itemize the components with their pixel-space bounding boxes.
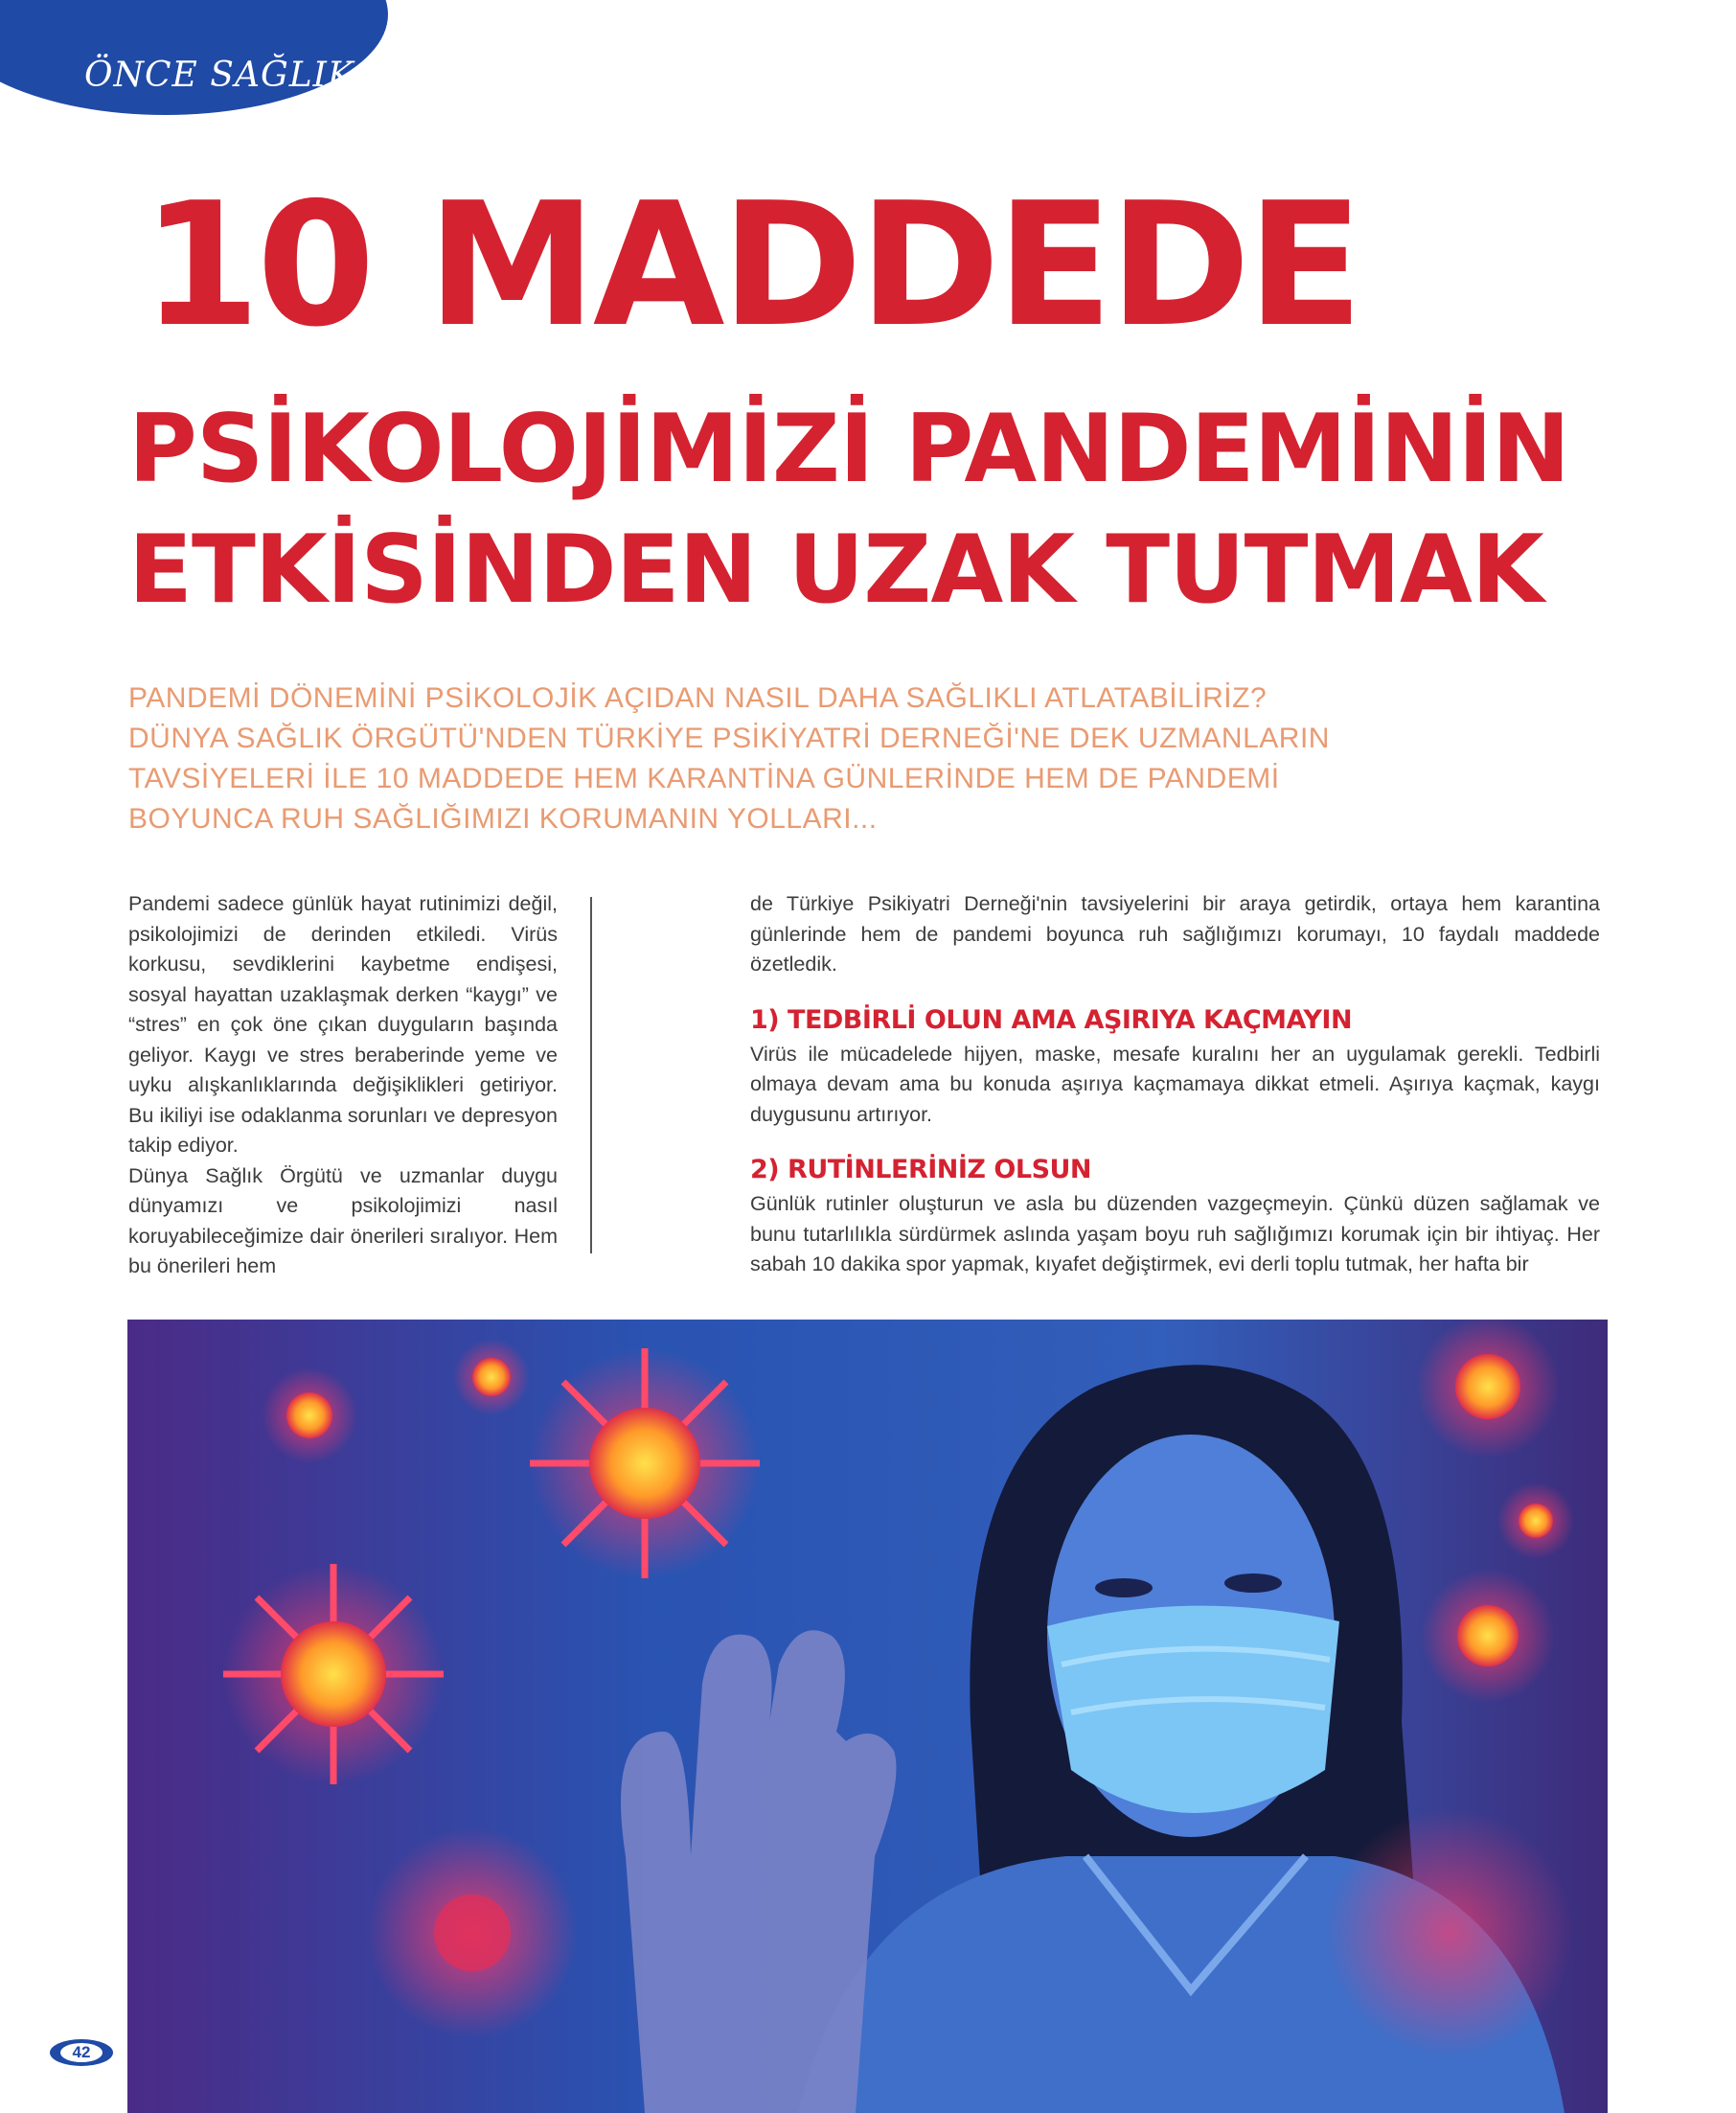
body-paragraph-3: de Türkiye Psikiyatri Derneği'nin tavsiyelerini bir araya getirdik, ortaya hem karantina günlerinde hem de pandemi boyunca ruh sağlığımızı korumayı, 10 faydalı maddede özetledik. (750, 892, 1600, 976)
virus-large (530, 1348, 760, 1578)
body-column-left (128, 889, 558, 1282)
page-title: 10 MADDEDE (142, 166, 1360, 364)
item-1-text: Virüs ile mücadelede hijyen, maske, mesafe kuralını her an uygulamak gerekli. Tedbirli olmaya devam ama bu konuda aşırıya kaçmamaya dikkat etmeli. Aşırıya kaçmak, kaygı duygusunu artırıyor. (750, 1042, 1600, 1126)
article-photo (127, 1320, 1608, 2113)
column-divider (590, 897, 592, 1253)
intro-line-4: BOYUNCA RUH SAĞLIĞIMIZI KORUMANIN YOLLARI... (128, 803, 878, 835)
virus-small-2 (453, 1339, 530, 1415)
intro-line-2: DÜNYA SAĞLIK ÖRGÜTÜ'NDEN TÜRKİYE PSİKİYATRİ DERNEĞİ'NE DEK UZMANLARIN (128, 723, 1330, 754)
virus-right-1 (1416, 1320, 1560, 1458)
masked-woman-virus-illustration (127, 1320, 1608, 2113)
virus-right-2 (1421, 1569, 1555, 1703)
virus-right-3 (1497, 1482, 1574, 1559)
body-paragraph-1: Pandemi sadece günlük hayat rutinimizi değil, psikolojimizi de derinden etkiledi. Virüs korkusu, sevdiklerini kaybetme endişesi, sosyal hayattan uzaklaşmak derken “kaygı” ve “stres” en çok öne çıkan duyguların başında geliyor. Kaygı ve stres beraberinde yeme ve uyku alışkanlıklarında değişiklikleri getiriyor. Bu ikiliyi ise odaklanma sorunları ve depresyon takip ediyor. (128, 892, 558, 1157)
section-label: ÖNCE SAĞLIK (84, 56, 354, 95)
intro-line-1: PANDEMİ DÖNEMİNİ PSİKOLOJİK AÇIDAN NASIL DAHA SAĞLIKLI ATLATABİLİRİZ? (128, 682, 1268, 714)
virus-bottom (367, 1827, 578, 2038)
virus-blur-right (1325, 1808, 1574, 2057)
body-paragraph-2: Dünya Sağlık Örgütü ve uzmanlar duygu dünyamızı ve psikolojimizi nasıl koruyabileceğimize dair önerileri sıralıyor. Hem bu önerileri hem (128, 1163, 558, 1277)
subtitle-line-1: PSİKOLOJİMİZİ PANDEMİNİN (128, 395, 1569, 504)
subtitle-line-2: ETKİSİNDEN UZAK TUTMAK (128, 516, 1543, 625)
item-1-heading: 1) TEDBİRLİ OLUN AMA AŞIRIYA KAÇMAYIN (750, 1004, 1353, 1035)
page-number-badge (50, 2039, 113, 2066)
virus-small-1 (262, 1367, 357, 1463)
page-subtitle (128, 389, 1623, 631)
intro-lead (128, 678, 1623, 839)
body-column-right (750, 889, 1600, 1280)
item-2-heading: 2) RUTİNLERİNİZ OLSUN (750, 1155, 1092, 1184)
intro-line-3: TAVSİYELERİ İLE 10 MADDEDE HEM KARANTİNA GÜNLERİNDE HEM DE PANDEMİ (128, 763, 1280, 794)
virus-left (223, 1564, 444, 1784)
item-2-text: Günlük rutinler oluşturun ve asla bu düzenden vazgeçmeyin. Çünkü düzen sağlamak ve bunu tutarlılıkla sürdürmek aslında yaşam boyu ruh sağlığımızı korumak için bir ihtiyaç. Her sabah 10 dakika spor yapmak, kıyafet değiştirmek, evi derli toplu tutmak, her hafta bir (750, 1192, 1600, 1275)
page-number: 42 (60, 2043, 103, 2062)
